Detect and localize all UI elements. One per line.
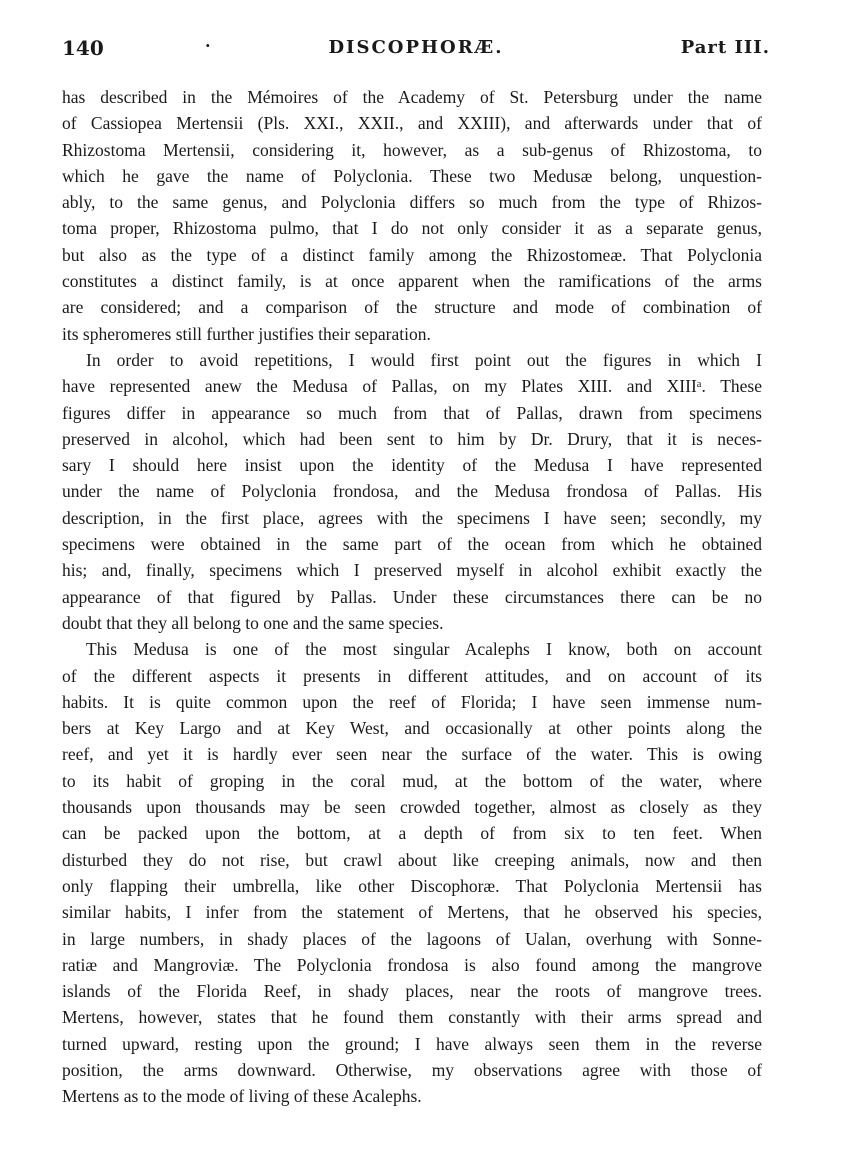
text-line: islands of the Florida Reef, in shady places, near the roots of mangrove trees. — [62, 981, 762, 1002]
text-line: similar habits, I infer from the statement of Mertens, that he observed his species, — [62, 902, 762, 923]
text-line: preserved in alcohol, which had been sent to him by Dr. Drury, that it is neces- — [62, 428, 762, 449]
text-line: can be packed upon the bottom, at a depth of from six to ten feet. When — [62, 823, 762, 844]
paragraph — [62, 636, 762, 1109]
text-line: of Cassiopea Mertensii (Pls. XXI., XXII., and XXIII), and afterwards under that of — [62, 113, 762, 134]
text-line: thousands upon thousands may be seen crowded together, almost as closely as they — [62, 797, 762, 818]
body-text — [62, 84, 762, 1110]
text-line: turned upward, resting upon the ground; I have always seen them in the reverse — [62, 1033, 762, 1054]
text-line: constitutes a distinct family, is at once apparent when the ramifications of the arms — [62, 271, 762, 292]
text-line: ably, to the same genus, and Polyclonia differs so much from the type of Rhizos- — [62, 192, 762, 213]
text-line: Rhizostoma Mertensii, considering it, however, as a sub-genus of Rhizostoma, to — [62, 139, 762, 160]
text-line: figures differ in appearance so much from that of Pallas, drawn from specimens — [62, 402, 762, 423]
text-line: specimens were obtained in the same part of the ocean from which he obtained — [62, 534, 762, 555]
header-separator: · — [205, 36, 211, 55]
text-line: Mertens, however, states that he found them constantly with their arms spread and — [62, 1007, 762, 1028]
text-line: toma proper, Rhizostoma pulmo, that I do not only consider it as a separate genus, — [62, 218, 762, 239]
text-line: Mertens as to the mode of living of these Acalephs. — [62, 1086, 422, 1107]
text-line: ratiæ and Mangroviæ. The Polyclonia frondosa is also found among the mangrove — [62, 954, 762, 975]
text-line: habits. It is quite common upon the reef of Florida; I have seen immense num- — [62, 691, 762, 712]
text-line: has described in the Mémoires of the Academy of St. Petersburg under the name — [62, 87, 762, 107]
text-line: in large numbers, in shady places of the lagoons of Ualan, overhung with Sonne- — [62, 928, 762, 949]
text-line: its spheromeres still further justifies their separation. — [62, 323, 431, 344]
text-line: bers at Key Largo and at Key West, and occasionally at other points along the — [62, 718, 762, 739]
page-number: 140 — [62, 36, 104, 60]
paragraph — [62, 84, 762, 347]
running-header — [62, 36, 770, 70]
part-label: Part III. — [680, 37, 770, 58]
text-line: under the name of Polyclonia frondosa, and the Medusa frondosa of Pallas. His — [62, 481, 762, 502]
text-line: which he gave the name of Polyclonia. These two Medusæ belong, unquestion- — [62, 165, 762, 186]
text-line: of the different aspects it presents in different attitudes, and on account of its — [62, 665, 762, 686]
running-title: DISCOPHORÆ. — [328, 37, 504, 58]
text-line: only flapping their umbrella, like other Discophoræ. That Polyclonia Mertensii has — [62, 875, 762, 896]
text-line: appearance of that figured by Pallas. Under these circumstances there can be no — [62, 586, 762, 607]
text-line: to its habit of groping in the coral mud, at the bottom of the water, where — [62, 770, 762, 791]
text-line: are considered; and a comparison of the structure and mode of combination of — [62, 297, 762, 318]
text-line: sary I should here insist upon the identity of the Medusa I have represented — [62, 455, 762, 476]
text-line: have represented anew the Medusa of Pallas, on my Plates XIII. and XIIIᵃ. These — [62, 376, 762, 397]
text-line: position, the arms downward. Otherwise, my observations agree with those of — [62, 1059, 762, 1080]
text-line: This Medusa is one of the most singular Acalephs I know, both on account — [86, 639, 762, 660]
text-line: In order to avoid repetitions, I would first point out the figures in which I — [86, 349, 762, 370]
text-line: but also as the type of a distinct family among the Rhizostomeæ. That Polyclonia — [62, 244, 762, 265]
text-line: description, in the first place, agrees with the specimens I have seen; secondly, my — [62, 507, 762, 528]
text-line: reef, and yet it is hardly ever seen near the surface of the water. This is owing — [62, 744, 762, 765]
paragraph — [62, 347, 762, 636]
text-line: his; and, finally, specimens which I preserved myself in alcohol exhibit exactly the — [62, 560, 762, 581]
text-line: disturbed they do not rise, but crawl about like creeping animals, now and then — [62, 849, 762, 870]
text-line: doubt that they all belong to one and the same species. — [62, 612, 444, 633]
